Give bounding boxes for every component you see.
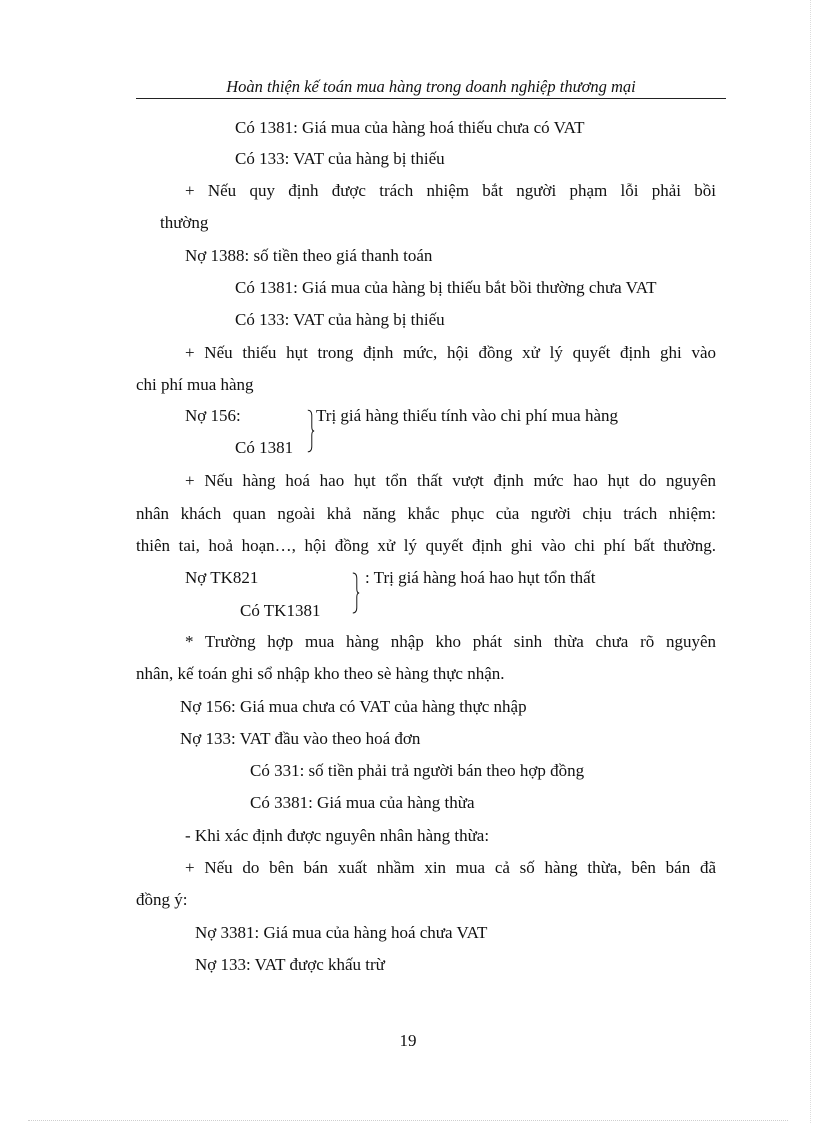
text-line-8: + Nếu thiếu hụt trong định mức, hội đồng xử lý quyết định ghi vào xyxy=(185,343,716,362)
text-line-14: thiên tai, hoả hoạn…, hội đồng xử lý quyết định ghi vào chi phí bất thường. xyxy=(136,536,716,555)
text-line-18: nhân, kế toán ghi sổ nhập kho theo sè hàng thực nhận. xyxy=(136,664,505,683)
text-line-17: * Trường hợp mua hàng nhập kho phát sinh thừa chưa rõ nguyên xyxy=(185,632,716,651)
page-number: 19 xyxy=(399,1031,417,1050)
credit-1381-label: Có 1381 xyxy=(235,438,294,457)
text-line-19: Nợ 156: Giá mua chưa có VAT của hàng thực nhập xyxy=(180,697,527,716)
right-brace-icon xyxy=(352,567,360,619)
right-brace-icon xyxy=(307,404,315,458)
text-line-24: + Nếu do bên bán xuất nhầm xin mua cả số hàng thừa, bên bán đã xyxy=(185,858,716,877)
text-line-23: - Khi xác định được nguyên nhân hàng thừa: xyxy=(185,826,490,845)
text-line-27: Nợ 133: VAT được khấu trừ xyxy=(195,955,385,974)
page-edge-divider-vertical xyxy=(810,0,811,1123)
brace-description-1: Trị giá hàng thiếu tính vào chi phí mua hàng xyxy=(316,406,619,425)
text-line-21: Có 331: số tiền phải trả người bán theo hợp đồng xyxy=(250,761,585,780)
text-line-5: Nợ 1388: số tiền theo giá thanh toán xyxy=(185,246,433,265)
text-line-3: + Nếu quy định được trách nhiệm bắt người phạm lỗi phải bồi xyxy=(185,181,716,200)
text-line-7: Có 133: VAT của hàng bị thiếu xyxy=(235,310,445,329)
running-header: Hoàn thiện kế toán mua hàng trong doanh nghiệp thương mại xyxy=(136,76,726,99)
text-line-12: + Nếu hàng hoá hao hụt tổn thất vượt định mức hao hụt do nguyên xyxy=(185,471,716,490)
text-line-13: nhân khách quan ngoài khả năng khắc phục của người chịu trách nhiệm: xyxy=(136,504,716,523)
debit-156-label: Nợ 156: xyxy=(185,406,241,425)
text-line-6: Có 1381: Giá mua của hàng bị thiếu bắt bồi thường chưa VAT xyxy=(235,278,657,297)
credit-tk1381-label: Có TK1381 xyxy=(240,601,321,620)
text-line-26: Nợ 3381: Giá mua của hàng hoá chưa VAT xyxy=(195,923,488,942)
page-edge-divider xyxy=(28,1120,788,1121)
text-line-22: Có 3381: Giá mua của hàng thừa xyxy=(250,793,475,812)
text-line-25: đồng ý: xyxy=(136,890,188,909)
brace-description-2: : Trị giá hàng hoá hao hụt tổn thất xyxy=(365,568,596,587)
text-line-20: Nợ 133: VAT đầu vào theo hoá đơn xyxy=(180,729,421,748)
debit-tk821-label: Nợ TK821 xyxy=(185,568,259,587)
text-line-9: chi phí mua hàng xyxy=(136,375,254,394)
text-line-4: thường xyxy=(160,213,209,232)
text-line-2: Có 133: VAT của hàng bị thiếu xyxy=(235,149,445,168)
text-line-1: Có 1381: Giá mua của hàng hoá thiếu chưa có VAT xyxy=(235,118,585,137)
